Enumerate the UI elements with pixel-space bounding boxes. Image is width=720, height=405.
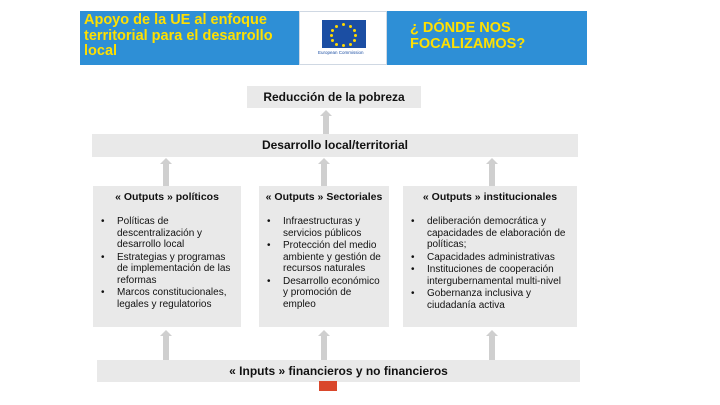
list-item: • Gobernanza inclusiva y ciudadanía activa	[427, 288, 571, 311]
column-institutional-outputs	[403, 186, 577, 327]
goal-box: Reducción de la pobreza	[247, 86, 421, 108]
eu-flag-icon	[322, 20, 366, 48]
arrow-up-icon	[486, 158, 498, 186]
arrow-up-icon	[160, 330, 172, 360]
list-item: • Instituciones de cooperación intergubernamental multi-nivel	[427, 264, 571, 287]
logo-text: European Commission	[318, 50, 364, 55]
eu-commission-logo	[299, 11, 387, 65]
list-item: • Desarrollo económico y promoción de empleo	[283, 276, 383, 311]
column-political-outputs	[93, 186, 241, 327]
arrow-up-icon	[160, 158, 172, 186]
column-title: « Outputs » Sectoriales	[265, 191, 383, 203]
footer-logo-icon	[319, 381, 337, 391]
local-development-band: Desarrollo local/territorial	[92, 134, 578, 157]
list-item: • Políticas de descentralización y desarrollo local	[117, 216, 235, 251]
column-title: « Outputs » políticos	[115, 191, 219, 203]
arrow-up-icon	[318, 158, 330, 186]
arrow-up-icon	[320, 110, 332, 134]
list-item: • Protección del medio ambiente y gestión de recursos naturales	[283, 240, 383, 275]
column-sectoral-outputs	[259, 186, 389, 327]
list-item: • deliberación democrática y capacidades de elaboración de políticas;	[427, 216, 571, 251]
list-item: • Capacidades administrativas	[427, 252, 571, 264]
arrow-up-icon	[486, 330, 498, 360]
list-item: • Estrategias y programas de implementación de las reformas	[117, 252, 235, 287]
list-item: • Marcos constitucionales, legales y regulatorios	[117, 287, 235, 310]
list-item: • Infraestructuras y servicios públicos	[283, 216, 383, 239]
column-title: « Outputs » institucionales	[422, 191, 558, 203]
arrow-up-icon	[318, 330, 330, 360]
banner-question: ¿ DÓNDE NOS FOCALIZAMOS?	[410, 20, 526, 52]
header-banner	[80, 11, 587, 65]
inputs-band: « Inputs » financieros y no financieros	[97, 360, 580, 382]
banner-title: Apoyo de la UE al enfoque territorial para el desarrollo local	[84, 12, 273, 59]
